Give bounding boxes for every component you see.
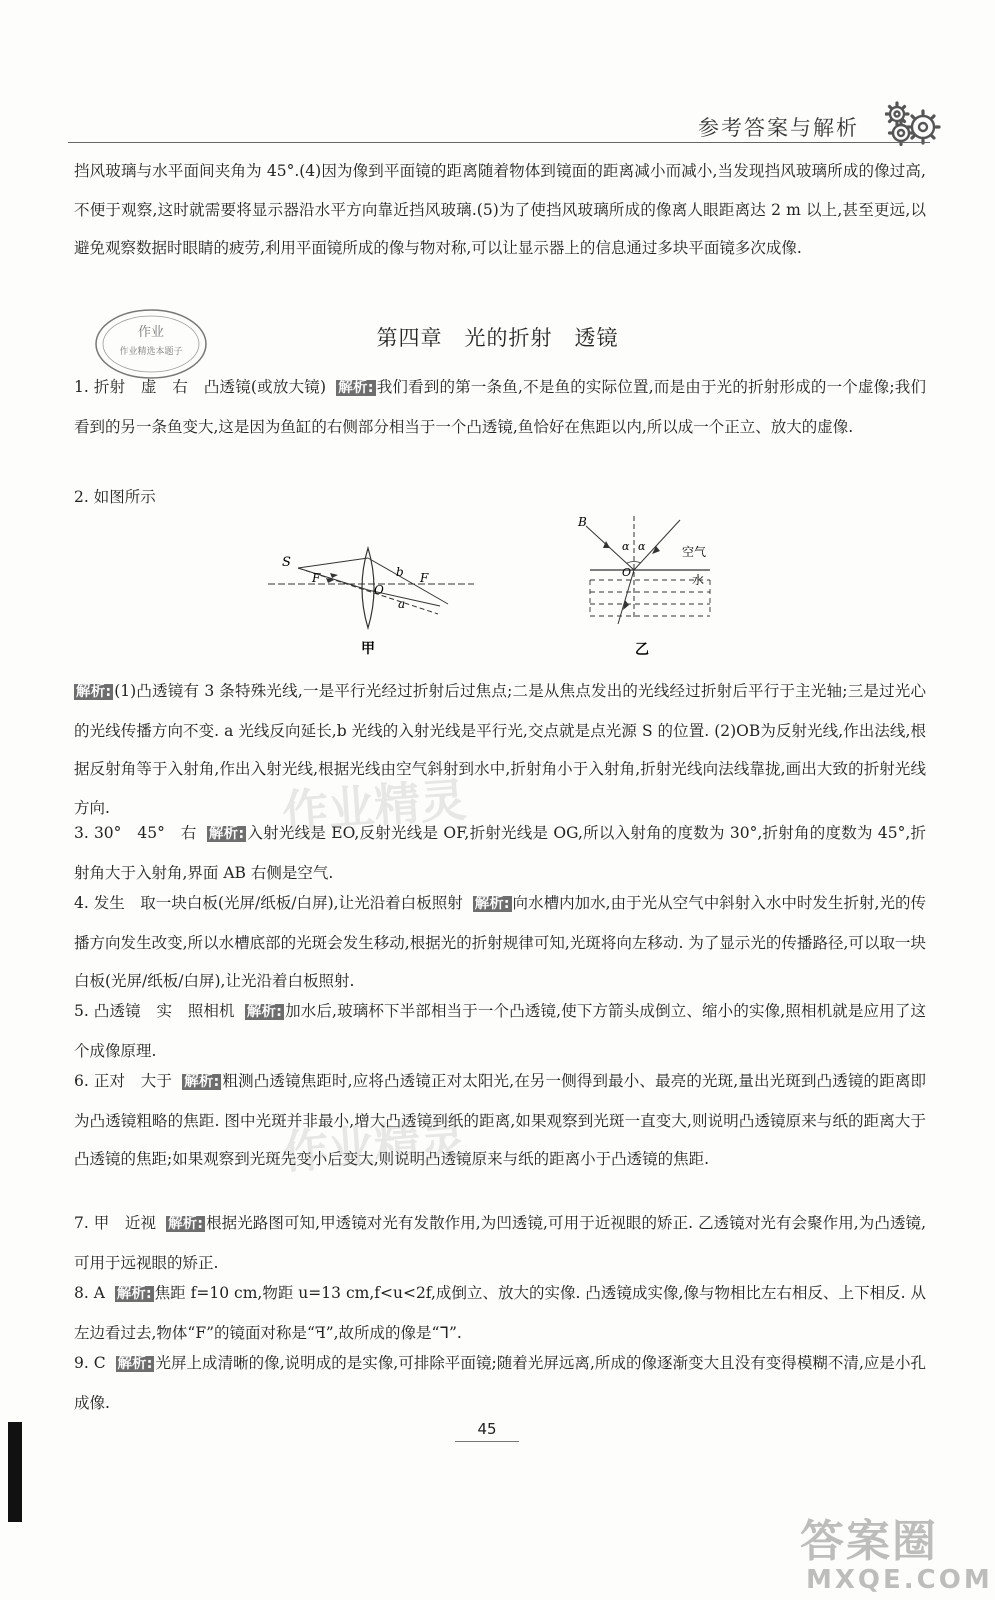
question-4 (74, 884, 926, 1001)
chapter-title: 第四章 光的折射 透镜 (376, 326, 619, 350)
answer-text: 6. 正对 大于 (74, 1072, 173, 1090)
analysis-text: 根据光路图可知,甲透镜对光有发散作用,为凹透镜,可用于近视眼的矫正. 乙透镜对光有会聚作用,为凸透镜,可用于远视眼的矫正. (74, 1214, 927, 1272)
svg-text:O: O (374, 583, 384, 597)
question-2-analysis (74, 672, 926, 827)
analysis-text: 加水后,玻璃杯下半部相当于一个凸透镜,使下方箭头成倒立、缩小的实像,照相机就是应用了这个成像原理. (74, 1002, 926, 1060)
stamp-line1: 作业 (137, 325, 165, 340)
figure-yi-caption: 乙 (635, 642, 649, 658)
analysis-tag: 解析: (208, 826, 245, 842)
analysis-tag: 解析: (117, 1356, 153, 1372)
answer-text: 5. 凸透镜 实 照相机 (74, 1002, 235, 1020)
question-2-answer: 2. 如图所示 (74, 488, 156, 506)
analysis-tag: 解析: (116, 1286, 152, 1302)
svg-text:α: α (638, 540, 646, 553)
watermark: 作业精灵 (280, 772, 468, 840)
answer-text: 1. 折射 虚 右 凸透镜(或放大镜) (74, 378, 327, 396)
svg-text:水: 水 (692, 573, 705, 587)
analysis-text: 粗测凸透镜焦距时,应将凸透镜正对太阳光,在另一侧得到最小、最亮的光斑,量出光斑到凸透镜的距离即为凸透镜粗略的焦距. 图中光斑并非最小,增大凸透镜到纸的距离,如果观察到光斑一直变大,则说明凸透镜原来与纸的距离大于凸透镜的焦距;如果观察到光斑先变小后变大,则说明凸透镜原来与纸的距离小于凸透镜的焦距. (74, 1072, 926, 1168)
figure-jia-lens-diagram (262, 540, 478, 660)
stamp-line2: 作业精选本题子 (119, 347, 183, 357)
question-8 (74, 1274, 926, 1352)
svg-text:F: F (420, 571, 429, 585)
analysis-text: (1)凸透镜有 3 条特殊光线,一是平行光经过折射后过焦点;二是从焦点发出的光线经过折射后平行于主光轴;三是过光心的光线传播方向不变. a 光线反向延长,b 光线的入射光线是平行光,交点就是点光源 S 的位置. (2)OB为反射光线,作出法线,根据反射角等于入射角,作出入射光线,根据光线由空气斜射到水中,折射角小于入射角,折射光线向法线靠拢,画出大致的折射光线方向. (74, 682, 927, 817)
gears-icon (885, 100, 945, 146)
analysis-tag: 解析: (246, 1004, 282, 1020)
question-3 (74, 814, 926, 892)
answer-text: 8. A (74, 1284, 105, 1302)
analysis-text: 焦距 f=10 cm,物距 u=13 cm,f<u<2f,成倒立、放大的实像. 凸透镜成实像,像与物相比左右相反、上下相反. 从左边看过去,物体“F”的镜面对称是“ꟻ”,故所成的像是“ᒣ”. (74, 1284, 926, 1342)
svg-text:B: B (578, 515, 587, 529)
figure-yi-refraction-diagram (570, 514, 720, 660)
question-9 (74, 1344, 926, 1422)
analysis-text: 向水槽内加水,由于光从空气中斜射入水中时发生折射,光的传播方向发生改变,所以水槽底部的光斑会发生移动,根据光的折射规律可知,光斑将向左移动. 为了显示光的传播路径,可以取一块白板(光屏/纸板/白屏),让光沿着白板照射. (74, 894, 926, 990)
answer-text: 4. 发生 取一块白板(光屏/纸板/白屏),让光沿着白板照射 (74, 894, 463, 912)
question-6 (74, 1062, 926, 1179)
svg-text:a: a (398, 597, 406, 611)
analysis-tag: 解析: (76, 684, 112, 700)
svg-text:α: α (622, 540, 630, 553)
svg-text:O: O (622, 566, 632, 579)
answer-text: 3. 30° 45° 右 (74, 824, 197, 842)
header-rule (68, 142, 930, 143)
intro-paragraph: 挡风玻璃与水平面间夹角为 45°.(4)因为像到平面镜的距离随着物体到镜面的距离减小而减小,当发现挡风玻璃所成的像过高,不便于观察,这时就需要将显示器沿水平方向靠近挡风玻璃.(5)为了使挡风玻璃所成的像离人眼距离达 2 m 以上,甚至更远,以避免观察数据时眼睛的疲劳,利用平面镜所成的像与物对称,可以让显示器上的信息通过多块平面镜多次成像. (74, 162, 926, 257)
analysis-tag: 解析: (474, 896, 510, 912)
analysis-text: 光屏上成清晰的像,说明成的是实像,可排除平面镜;随着光屏远离,所成的像逐渐变大且没有变得模糊不清,应是小孔成像. (74, 1354, 926, 1412)
question-7 (74, 1204, 926, 1282)
svg-text:空气: 空气 (682, 545, 707, 559)
question-5 (74, 992, 926, 1070)
watermark: 作业精灵 (280, 1112, 468, 1180)
analysis-tag: 解析: (338, 380, 374, 396)
site-logo-watermark (800, 1505, 993, 1595)
svg-text:S: S (282, 555, 291, 570)
running-header-title: 参考答案与解析 (698, 116, 859, 140)
svg-text:F: F (312, 571, 321, 585)
figure-jia-caption: 甲 (361, 641, 375, 657)
analysis-tag: 解析: (168, 1216, 204, 1232)
answer-text: 7. 甲 近视 (74, 1214, 157, 1232)
analysis-text: 我们看到的第一条鱼,不是鱼的实际位置,而是由于光的折射形成的一个虚像;我们看到的另一条鱼变大,这是因为鱼缸的右侧部分相当于一个凸透镜,鱼恰好在焦距以内,所以成一个正立、放大的虚像. (74, 378, 926, 436)
answer-text: 9. C (74, 1354, 106, 1372)
logo-url: MXQE.COM (806, 1565, 993, 1595)
analysis-tag: 解析: (184, 1074, 220, 1090)
logo-text: 答案圈 (800, 1516, 938, 1567)
svg-text:b: b (396, 565, 404, 579)
scan-edge-shadow (8, 1422, 22, 1522)
analysis-text: 入射光线是 EO,反射光线是 OF,折射光线是 OG,所以入射角的度数为 30°,折射角的度数为 45°,折射角大于入射角,界面 AB 右侧是空气. (74, 824, 926, 882)
page-number: 45 (455, 1420, 519, 1442)
question-1 (74, 368, 926, 446)
